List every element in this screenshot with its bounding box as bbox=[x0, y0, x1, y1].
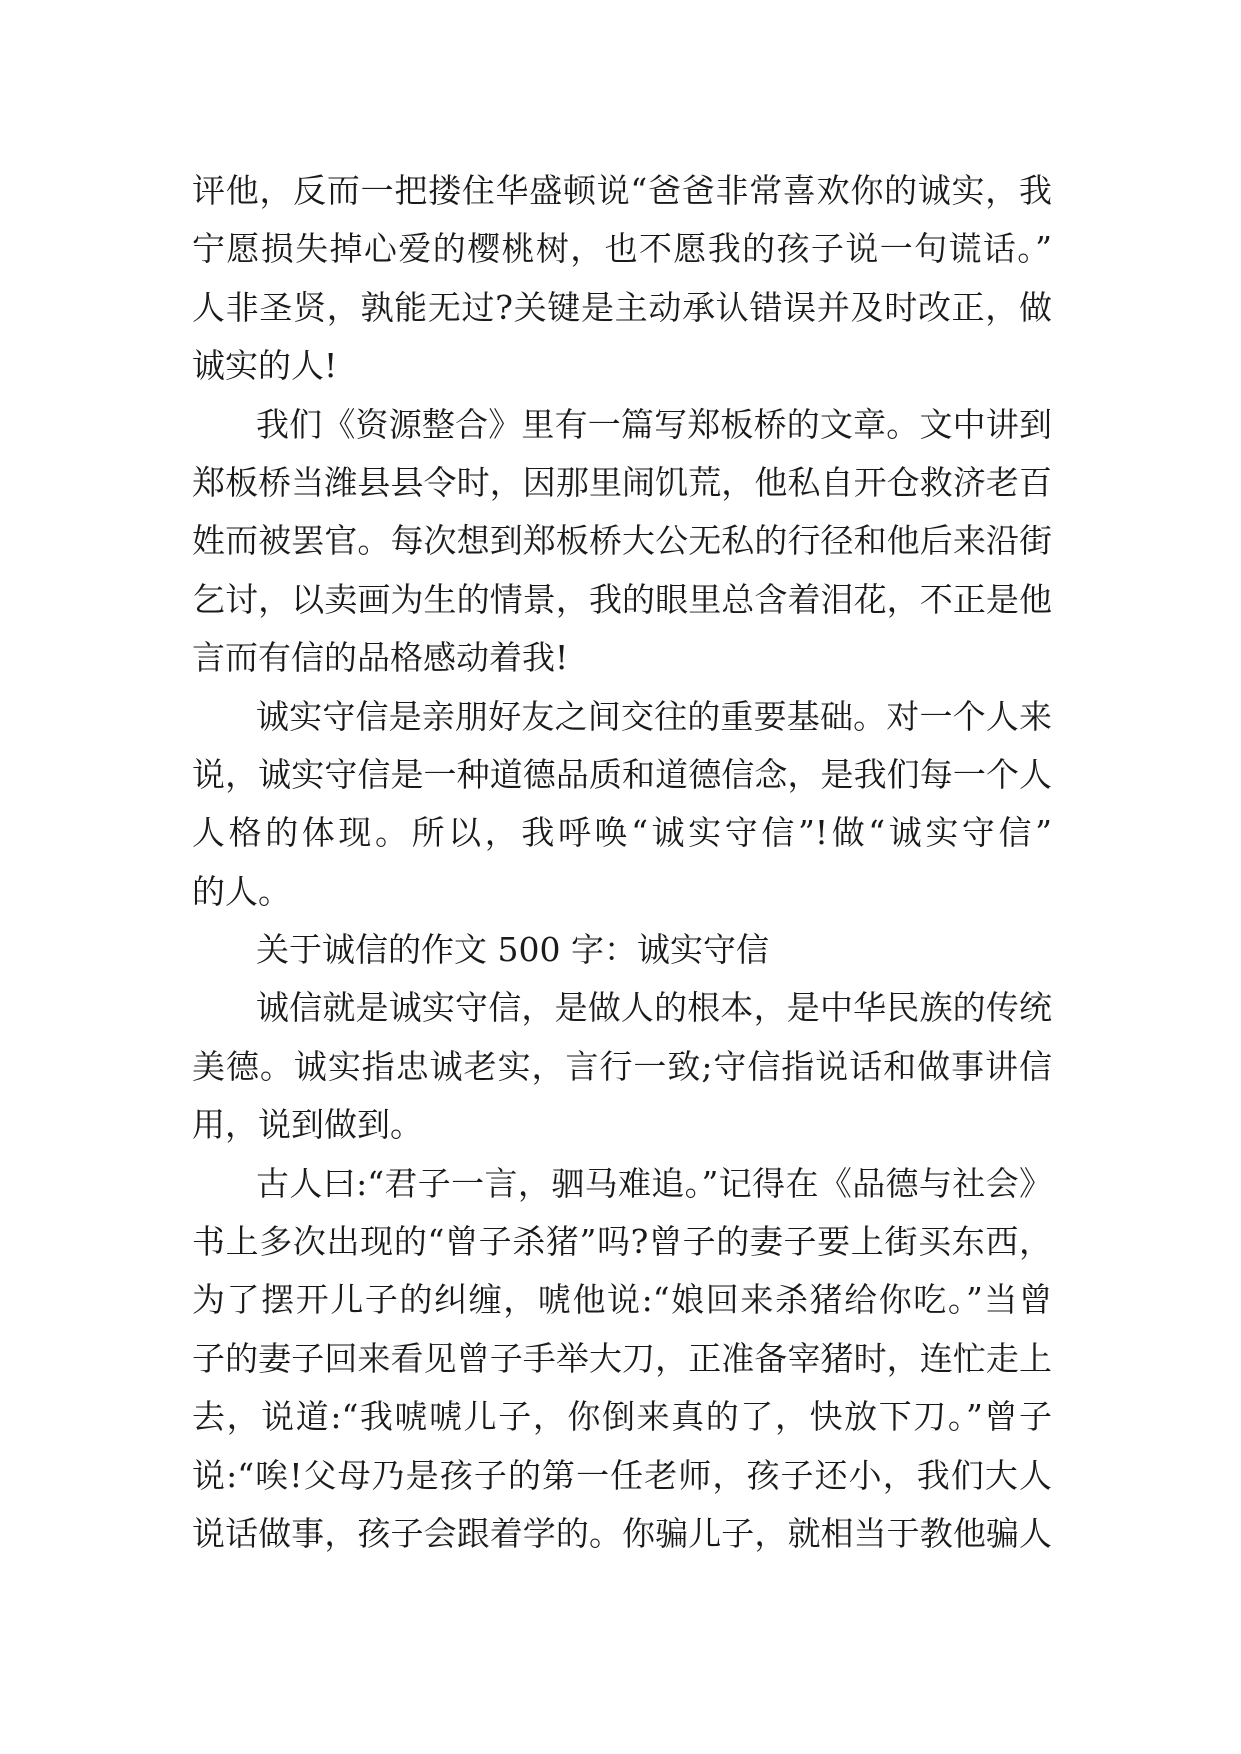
section-heading: 关于诚信的作文 500 字：诚实守信 bbox=[256, 930, 769, 970]
text-line: 乞讨，以卖画为生的情景，我的眼里总含着泪花，不正是他 bbox=[192, 579, 1052, 619]
text-line: 用，说到做到。 bbox=[192, 1105, 423, 1145]
text-line: 古人曰:“君子一言，驷马难追。”记得在《品德与社会》 bbox=[256, 1163, 1052, 1203]
text-line: 美德。诚实指忠诚老实，言行一致;守信指说话和做事讲信 bbox=[192, 1046, 1052, 1086]
text-line: 人非圣贤，孰能无过?关键是主动承认错误并及时改正，做 bbox=[192, 287, 1052, 327]
text-line: 我们《资源整合》里有一篇写郑板桥的文章。文中讲到 bbox=[256, 404, 1052, 444]
document-body bbox=[192, 162, 1052, 1563]
text-line: 说:“唉!父母乃是孩子的第一任老师，孩子还小，我们大人 bbox=[192, 1455, 1052, 1495]
text-line: 为了摆开儿子的纠缠，唬他说:“娘回来杀猪给你吃。”当曾 bbox=[192, 1280, 1053, 1320]
text-line: 说，诚实守信是一种道德品质和道德信念，是我们每一个人 bbox=[192, 754, 1052, 794]
text-line: 书上多次出现的“曾子杀猪”吗?曾子的妻子要上街买东西， bbox=[192, 1222, 1052, 1262]
text-line: 姓而被罢官。每次想到郑板桥大公无私的行径和他后来沿街 bbox=[192, 521, 1052, 561]
text-line: 人格的体现。所以，我呼唤“诚实守信”!做“诚实守信” bbox=[192, 813, 1052, 853]
text-line: 子的妻子回来看见曾子手举大刀，正准备宰猪时，连忙走上 bbox=[192, 1338, 1052, 1378]
text-line: 诚实守信是亲朋好友之间交往的重要基础。对一个人来 bbox=[256, 696, 1052, 736]
text-line: 诚信就是诚实守信，是做人的根本，是中华民族的传统 bbox=[256, 988, 1052, 1028]
text-line: 诚实的人! bbox=[192, 346, 338, 386]
text-line: 评他，反而一把搂住华盛顿说“爸爸非常喜欢你的诚实，我 bbox=[192, 171, 1052, 210]
text-line: 言而有信的品格感动着我! bbox=[192, 638, 569, 678]
text-line: 的人。 bbox=[192, 871, 291, 911]
text-line: 去，说道:“我唬唬儿子，你倒来真的了，快放下刀。”曾子 bbox=[192, 1397, 1052, 1437]
text-line: 说话做事，孩子会跟着学的。你骗儿子，就相当于教他骗人 bbox=[192, 1513, 1052, 1553]
text-line: 郑板桥当潍县县令时，因那里闹饥荒，他私自开仓救济老百 bbox=[192, 462, 1052, 502]
text-line: 宁愿损失掉心爱的樱桃树，也不愿我的孩子说一句谎话。” bbox=[192, 229, 1052, 269]
